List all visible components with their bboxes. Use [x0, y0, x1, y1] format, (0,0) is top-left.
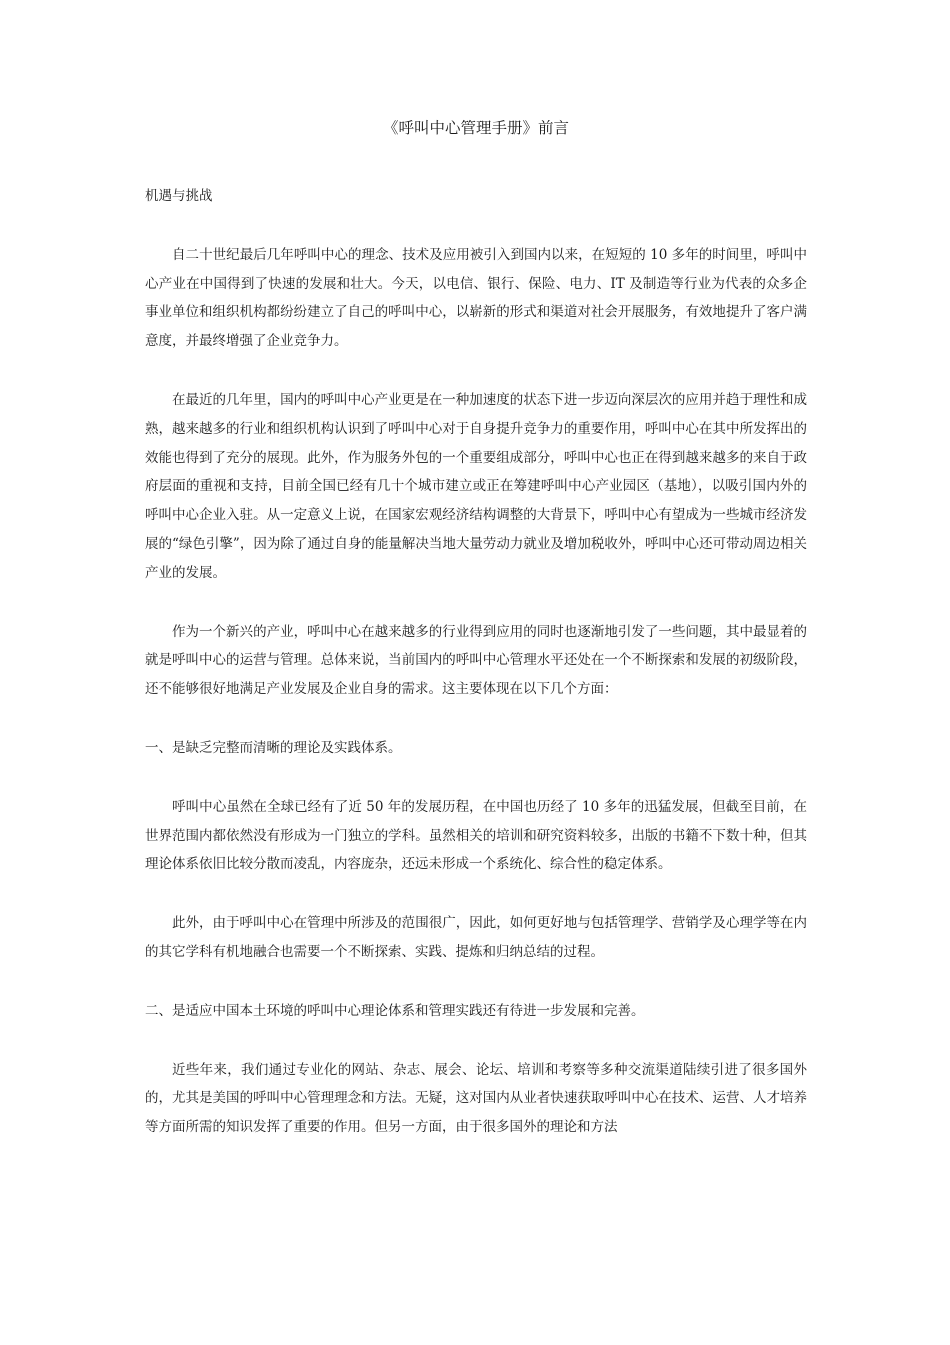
- point-one-paragraph-1: 呼叫中心虽然在全球已经有了近 50 年的发展历程，在中国也历经了 10 多年的迅猛发展，但截至目前，在世界范围内都依然没有形成为一门独立的学科。虽然相关的培训和研究资料较多，出版的书籍不下数十种，但其理论体系依旧比较分散而凌乱，内容庞杂，还远未形成一个系统化、综合性的稳定体系。: [145, 798, 807, 873]
- paragraph-intro-1: 自二十世纪最后几年呼叫中心的理念、技术及应用被引入到国内以来，在短短的 10 多年的时间里，呼叫中心产业在中国得到了快速的发展和壮大。今天，以电信、银行、保险、电力、IT 及制造等行业为代表的众多企事业单位和组织机构都纷纷建立了自己的呼叫中心，以崭新的形式和渠道对社会开展服务，有效地提升了客户满意度，并最终增强了企业竞争力。: [145, 246, 807, 350]
- point-two-heading: 二、是适应中国本土环境的呼叫中心理论体系和管理实践还有待进一步发展和完善。: [145, 1002, 645, 1019]
- point-one-paragraph-2: 此外，由于呼叫中心在管理中所涉及的范围很广，因此，如何更好地与包括管理学、营销学及心理学等在内的其它学科有机地融合也需要一个不断探索、实践、提炼和归纳总结的过程。: [145, 915, 807, 960]
- point-one-heading: 一、是缺乏完整而清晰的理论及实践体系。: [145, 739, 402, 756]
- section-heading: 机遇与挑战: [145, 188, 213, 204]
- document-page: [145, 116, 807, 1172]
- point-two-paragraph-1: 近些年来，我们通过专业化的网站、杂志、展会、论坛、培训和考察等多种交流渠道陆续引进了很多国外的，尤其是美国的呼叫中心管理理念和方法。无疑，这对国内从业者快速获取呼叫中心在技术、运营、人才培养等方面所需的知识发挥了重要的作用。但另一方面，由于很多国外的理论和方法: [145, 1061, 807, 1136]
- paragraph-intro-3: 作为一个新兴的产业，呼叫中心在越来越多的行业得到应用的同时也逐渐地引发了一些问题，其中最显着的就是呼叫中心的运营与管理。总体来说，当前国内的呼叫中心管理水平还处在一个不断探索和发展的初级阶段，还不能够很好地满足产业发展及企业自身的需求。这主要体现在以下几个方面：: [145, 623, 807, 698]
- paragraph-intro-2: 在最近的几年里，国内的呼叫中心产业更是在一种加速度的状态下进一步迈向深层次的应用并趋于理性和成熟，越来越多的行业和组织机构认识到了呼叫中心对于自身提升竞争力的重要作用，呼叫中心在其中所发挥出的效能也得到了充分的展现。此外，作为服务外包的一个重要组成部分，呼叫中心也正在得到越来越多的来自于政府层面的重视和支持，目前全国已经有几十个城市建立或正在筹建呼叫中心产业园区（基地），以吸引国内外的呼叫中心企业入驻。从一定意义上说，在国家宏观经济结构调整的大背景下，呼叫中心有望成为一些城市经济发展的“绿色引擎”，因为除了通过自身的能量解决当地大量劳动力就业及增加税收外，呼叫中心还可带动周边相关产业的发展。: [145, 391, 807, 581]
- document-title: 《呼叫中心管理手册》前言: [382, 119, 569, 137]
